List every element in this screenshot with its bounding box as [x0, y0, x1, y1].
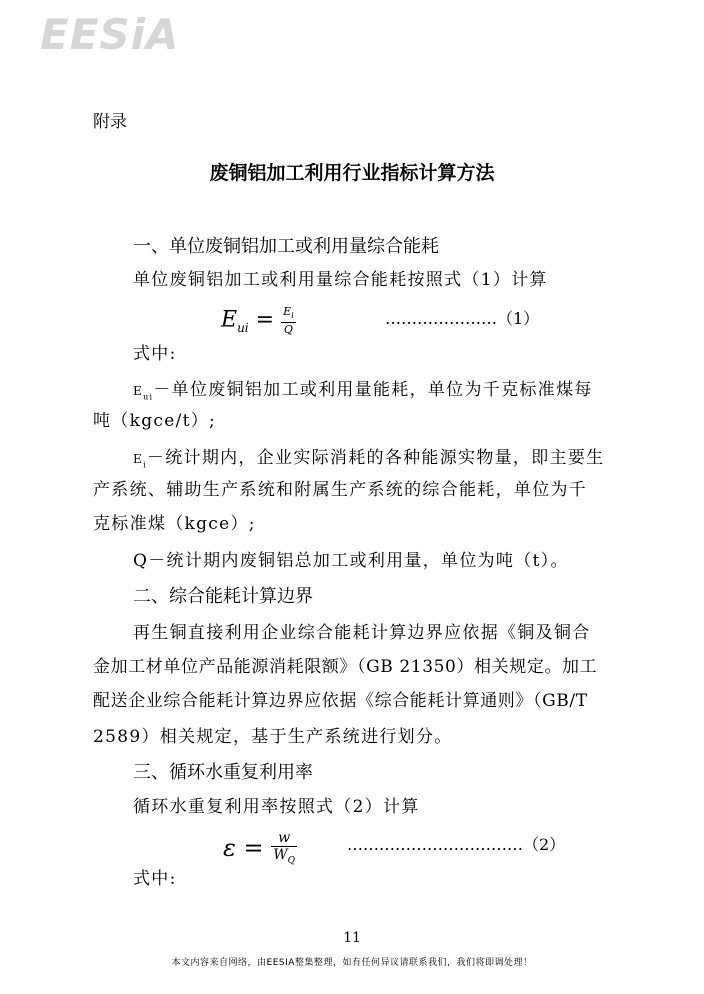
- section2-line3: 配送企业综合能耗计算边界应依据《综合能耗计算通则》（GB/T: [93, 691, 588, 711]
- section2-line1: 再生铜直接利用企业综合能耗计算边界应依据《铜及铜合: [133, 623, 591, 643]
- def3-line: Q－统计期内废铜铝总加工或利用量，单位为吨（t）。: [133, 551, 569, 571]
- formula-2-fraction: [271, 830, 297, 869]
- formula-1-num: E: [283, 305, 292, 318]
- formula-1-fraction: [281, 305, 296, 336]
- formula-1-num-sub: i: [291, 311, 294, 321]
- section2-heading: 二、综合能耗计算边界: [133, 586, 313, 607]
- source-note: 本文内容来自网络，由EESIA整集整理，如有任何异议请联系我们，我们将即调处理！: [171, 958, 533, 968]
- page-title: 废铜铝加工利用行业指标计算方法: [209, 162, 495, 184]
- section3-heading: 三、循环水重复利用率: [133, 762, 313, 783]
- formula-1-den: Q: [283, 323, 293, 337]
- def2-line3: 克标准煤（kgce）;: [93, 514, 256, 534]
- formula-2-den-sub: Q: [287, 855, 296, 866]
- formula-2-num: w: [271, 830, 297, 847]
- formula-1-lhs-sub: ui: [237, 320, 249, 335]
- formula-1-lhs: E: [221, 307, 238, 333]
- section3-where: 式中:: [133, 869, 177, 889]
- def2-line2: 产系统、辅助生产系统和附属生产系统的综合能耗，单位为千: [93, 480, 588, 500]
- formula-2-den: W: [273, 847, 288, 863]
- formula-1-ref: …………………（1）: [385, 309, 540, 328]
- def2-symbol-sub: i: [143, 460, 147, 470]
- page-number: 11: [343, 930, 361, 946]
- section1-where: 式中:: [133, 344, 177, 364]
- section3-intro: 循环水重复利用率按照式（2）计算: [133, 797, 420, 817]
- formula-2-lhs: ε: [223, 833, 236, 862]
- def2-line1: [133, 446, 604, 477]
- eesia-logo: EESiA: [40, 10, 180, 59]
- formula-2-ref: ……………………………（2）: [347, 835, 566, 854]
- def1-symbol-sub: ui: [143, 392, 154, 402]
- section1-intro: 单位废铜铝加工或利用量综合能耗按照式（1）计算: [133, 270, 548, 290]
- formula-2-eq: =: [243, 833, 264, 862]
- formula-1-eq: =: [255, 307, 275, 333]
- def1-line2: 吨（kgce/t）;: [93, 411, 217, 431]
- appendix-label: 附录: [93, 112, 127, 132]
- def2-symbol: E: [133, 452, 144, 466]
- section2-line2: 金加工材单位产品能源消耗限额》（GB 21350）相关规定。加工: [93, 657, 598, 677]
- def1-symbol: E: [133, 384, 144, 398]
- formula-1: [221, 305, 296, 336]
- section2-line4: 2589）相关规定，基于生产系统进行划分。: [93, 727, 453, 747]
- section1-heading: 一、单位废铜铝加工或利用量综合能耗: [133, 236, 439, 257]
- def1-text: －单位废铜铝加工或利用量能耗，单位为千克标准煤每: [153, 380, 593, 400]
- def2-text: －统计期内，企业实际消耗的各种能源实物量，即主要生: [146, 448, 605, 468]
- def1-line1: [133, 378, 593, 409]
- formula-2: [223, 830, 297, 869]
